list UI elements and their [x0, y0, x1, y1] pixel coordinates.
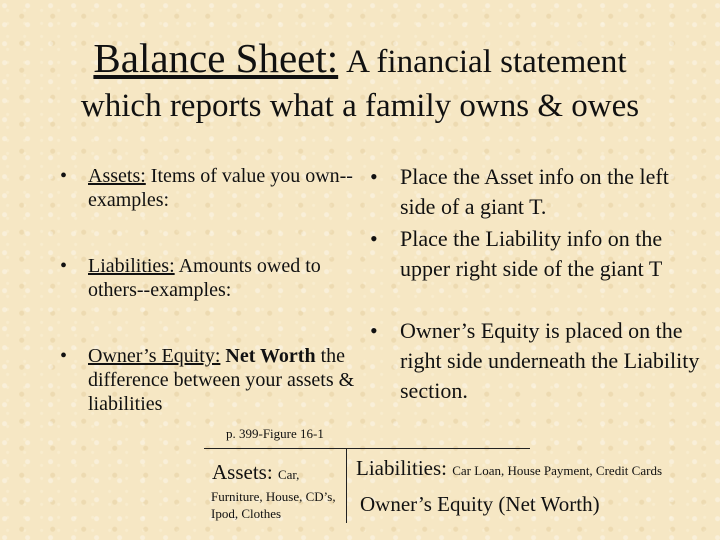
assets-first-example: Car,	[277, 467, 300, 482]
equity-bold: Net Worth	[225, 345, 316, 367]
t-chart-horizontal-line	[204, 448, 530, 449]
bullet-assets	[60, 164, 358, 212]
t-chart-assets-heading	[212, 460, 299, 485]
bullet-liabilities	[60, 254, 358, 302]
right-bullet-equity-placement	[370, 316, 700, 406]
bullet-owners-equity	[60, 344, 358, 416]
right-bullet-liability-placement	[370, 224, 700, 284]
title-definition-part1: A financial statement	[346, 44, 627, 80]
t-chart-vertical-line	[346, 449, 347, 523]
equity-text: the difference between your assets & liabilities	[88, 345, 355, 415]
equity-term: Owner’s Equity:	[88, 345, 221, 367]
assets-term: Assets:	[88, 165, 146, 187]
bullet-dot: •	[60, 255, 68, 277]
liabilities-term: Liabilities:	[88, 255, 175, 277]
bullet-dot: •	[60, 165, 68, 187]
t-chart-liabilities	[356, 456, 662, 481]
t-chart-owners-equity: Owner’s Equity (Net Worth)	[360, 492, 600, 516]
figure-reference: p. 399-Figure 16-1	[226, 426, 324, 441]
right-bullet-text: Owner’s Equity is placed on the right side underneath the Liability section.	[400, 318, 700, 403]
liabilities-examples: Car Loan, House Payment, Credit Cards	[452, 463, 662, 478]
right-bullet-text: Place the Asset info on the left side of a giant T.	[400, 164, 669, 219]
slide-title-line2: which reports what a family owns & owes	[80, 88, 640, 124]
bullet-dot: •	[60, 345, 68, 367]
bullet-dot: •	[370, 164, 378, 189]
right-bullet-text: Place the Liability info on the upper right side of the giant T	[400, 226, 663, 281]
right-bullet-asset-placement	[370, 162, 700, 222]
liabilities-label: Liabilities:	[356, 456, 447, 480]
bullet-dot: •	[370, 318, 378, 343]
assets-label: Assets:	[212, 460, 273, 484]
liabilities-text: Amounts owed to others--examples:	[88, 255, 321, 301]
assets-text: Items of value you own--examples:	[88, 165, 353, 211]
t-chart-assets-examples: Furniture, House, CD’s, Ipod, Clothes	[211, 489, 336, 521]
title-term: Balance Sheet:	[93, 35, 339, 81]
bullet-dot: •	[370, 226, 378, 251]
slide-title-line1	[0, 34, 720, 82]
